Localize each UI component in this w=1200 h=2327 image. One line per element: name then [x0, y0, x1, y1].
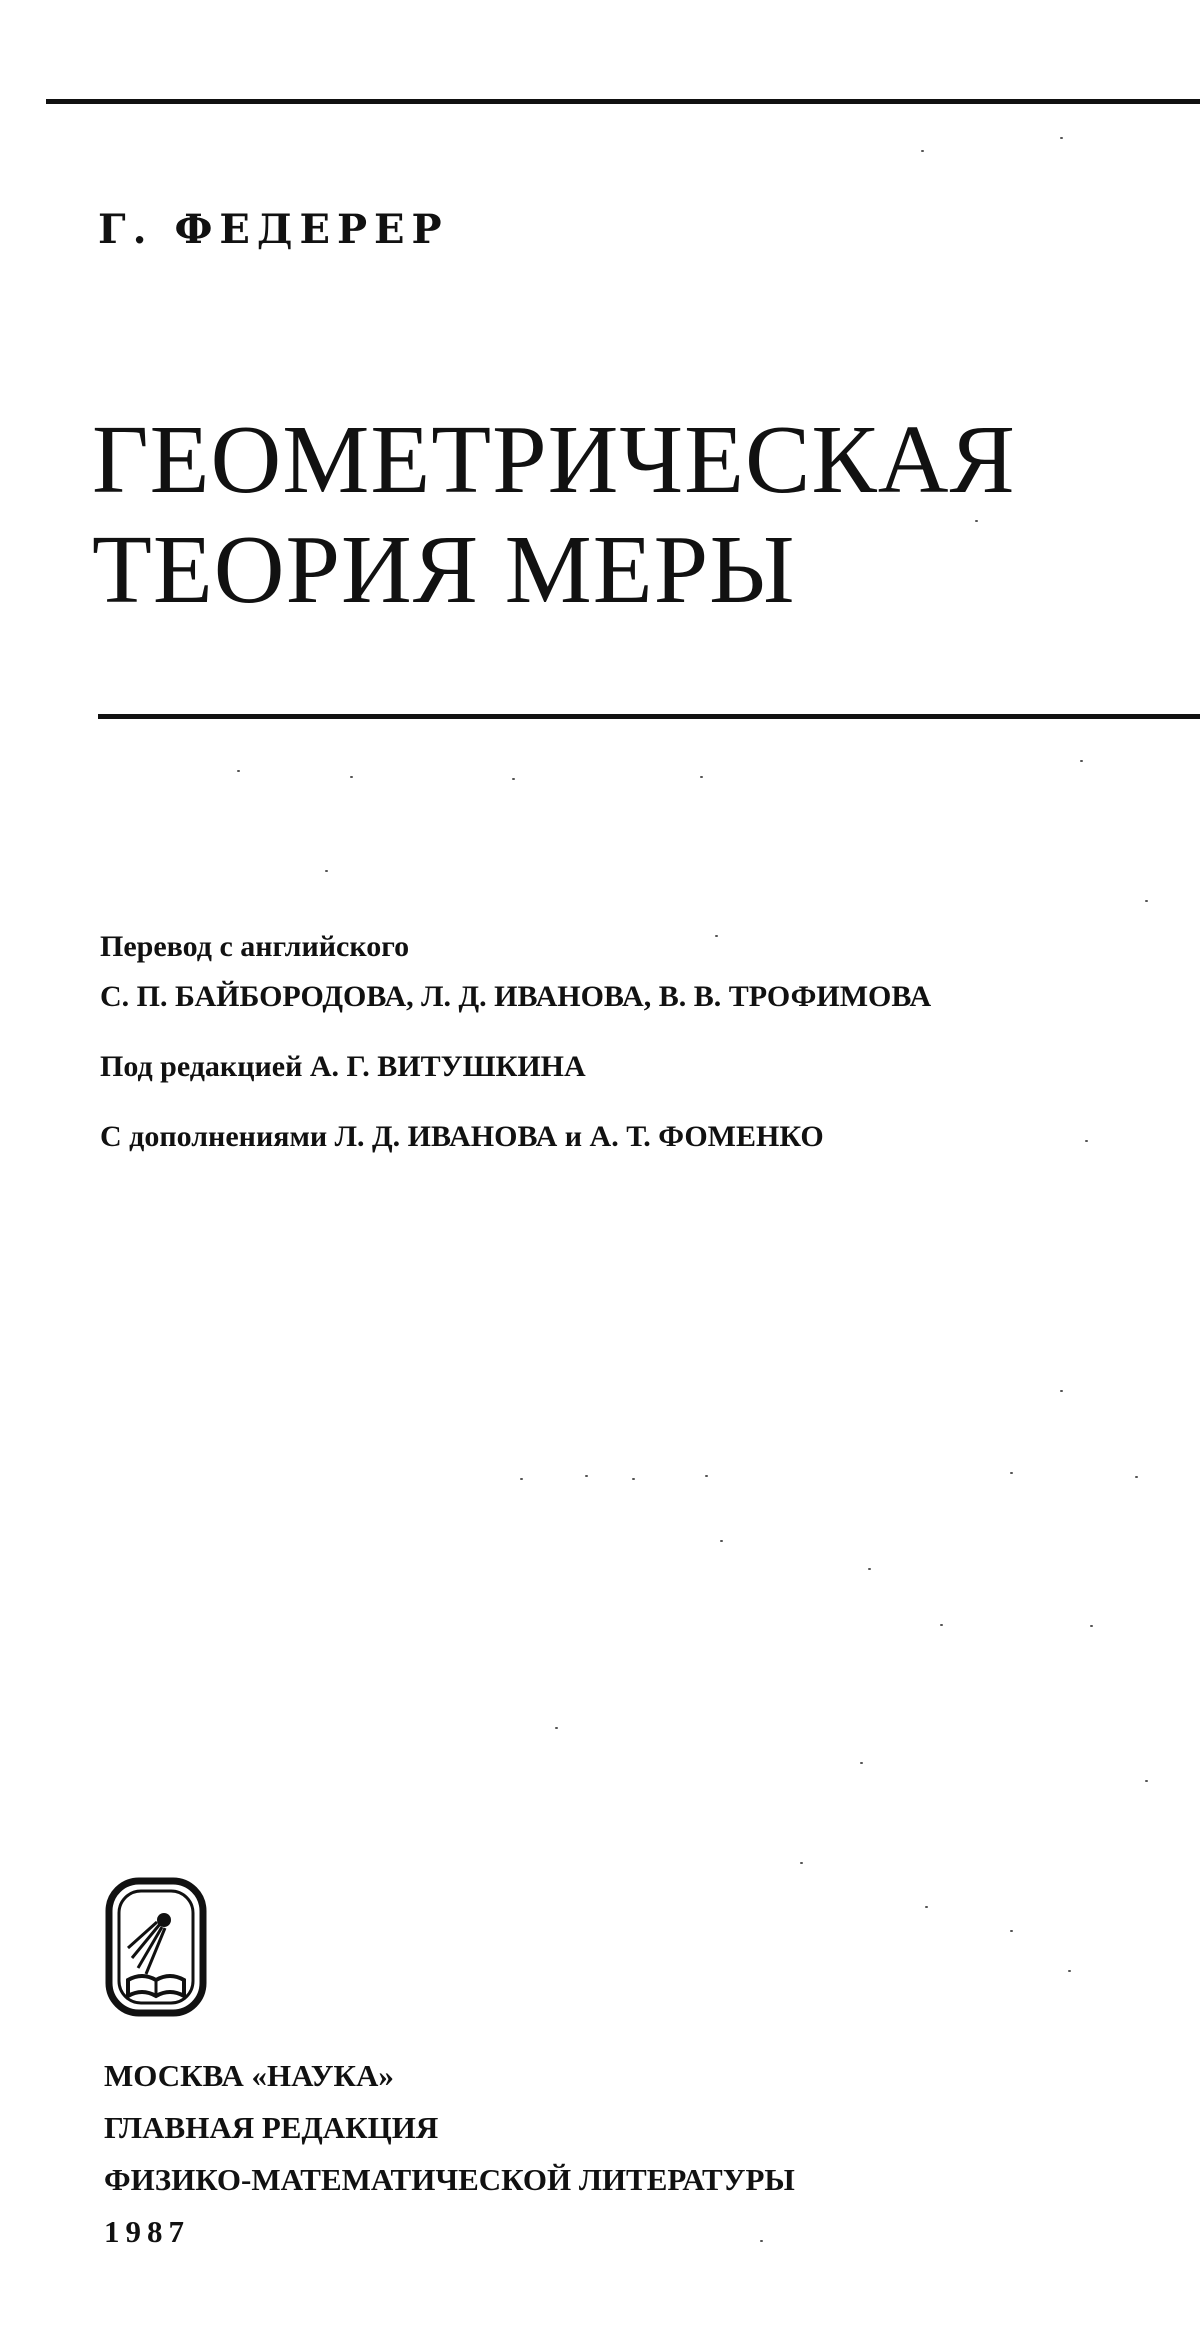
scan-speck [1145, 1780, 1148, 1782]
nauka-publisher-emblem-icon [104, 1876, 208, 2018]
book-title [92, 405, 1016, 625]
scan-speck [720, 1540, 723, 1542]
scan-speck [585, 1475, 588, 1477]
book-title-line-1: ГЕОМЕТРИЧЕСКАЯ [92, 406, 1016, 514]
scan-speck [1145, 900, 1148, 902]
scan-speck [705, 1475, 708, 1477]
scan-speck [1080, 760, 1083, 762]
title-rule [98, 714, 1200, 719]
scan-speck [940, 1624, 943, 1626]
scan-speck [555, 1727, 558, 1729]
scan-speck [237, 770, 240, 772]
translators: С. П. БАЙБОРОДОВА, Л. Д. ИВАНОВА, В. В. ТРОФИМОВА [100, 980, 932, 1013]
translation-note: Перевод с английского [100, 930, 410, 963]
publisher-city: МОСКВА «НАУКА» [104, 2058, 394, 2093]
edition-line-1: ГЛАВНАЯ РЕДАКЦИЯ [104, 2110, 439, 2145]
edition-line-2: ФИЗИКО-МАТЕМАТИЧЕСКОЙ ЛИТЕРАТУРЫ [104, 2162, 795, 2197]
scan-speck [1068, 1970, 1071, 1972]
scan-speck [1060, 137, 1063, 139]
scan-speck [925, 1906, 928, 1908]
scan-speck [975, 520, 978, 522]
book-title-line-2: ТЕОРИЯ МЕРЫ [92, 516, 796, 624]
scan-speck [632, 1478, 635, 1480]
publication-year: 1987 [104, 2214, 190, 2249]
scan-speck [1085, 1140, 1088, 1142]
supplements-credit: С дополнениями Л. Д. ИВАНОВА и А. Т. ФОМЕНКО [100, 1120, 824, 1153]
scan-speck [325, 870, 328, 872]
scan-speck [1010, 1930, 1013, 1932]
scan-speck [700, 776, 703, 778]
scan-speck [520, 1478, 523, 1480]
scan-speck [1090, 1625, 1093, 1627]
scan-speck [1010, 1472, 1013, 1474]
scan-speck [800, 1862, 803, 1864]
scan-speck [715, 935, 718, 937]
scan-speck [512, 778, 515, 780]
editor-credit: Под редакцией А. Г. ВИТУШКИНА [100, 1050, 586, 1083]
scan-speck [350, 776, 353, 778]
scan-speck [860, 1762, 863, 1764]
scan-speck [760, 2240, 763, 2242]
author-name: Г. ФЕДЕРЕР [98, 206, 449, 253]
scan-speck [1135, 1476, 1138, 1478]
scan-speck [1060, 1390, 1063, 1392]
scan-speck [921, 150, 924, 152]
top-rule [46, 99, 1200, 104]
scan-speck [868, 1568, 871, 1570]
